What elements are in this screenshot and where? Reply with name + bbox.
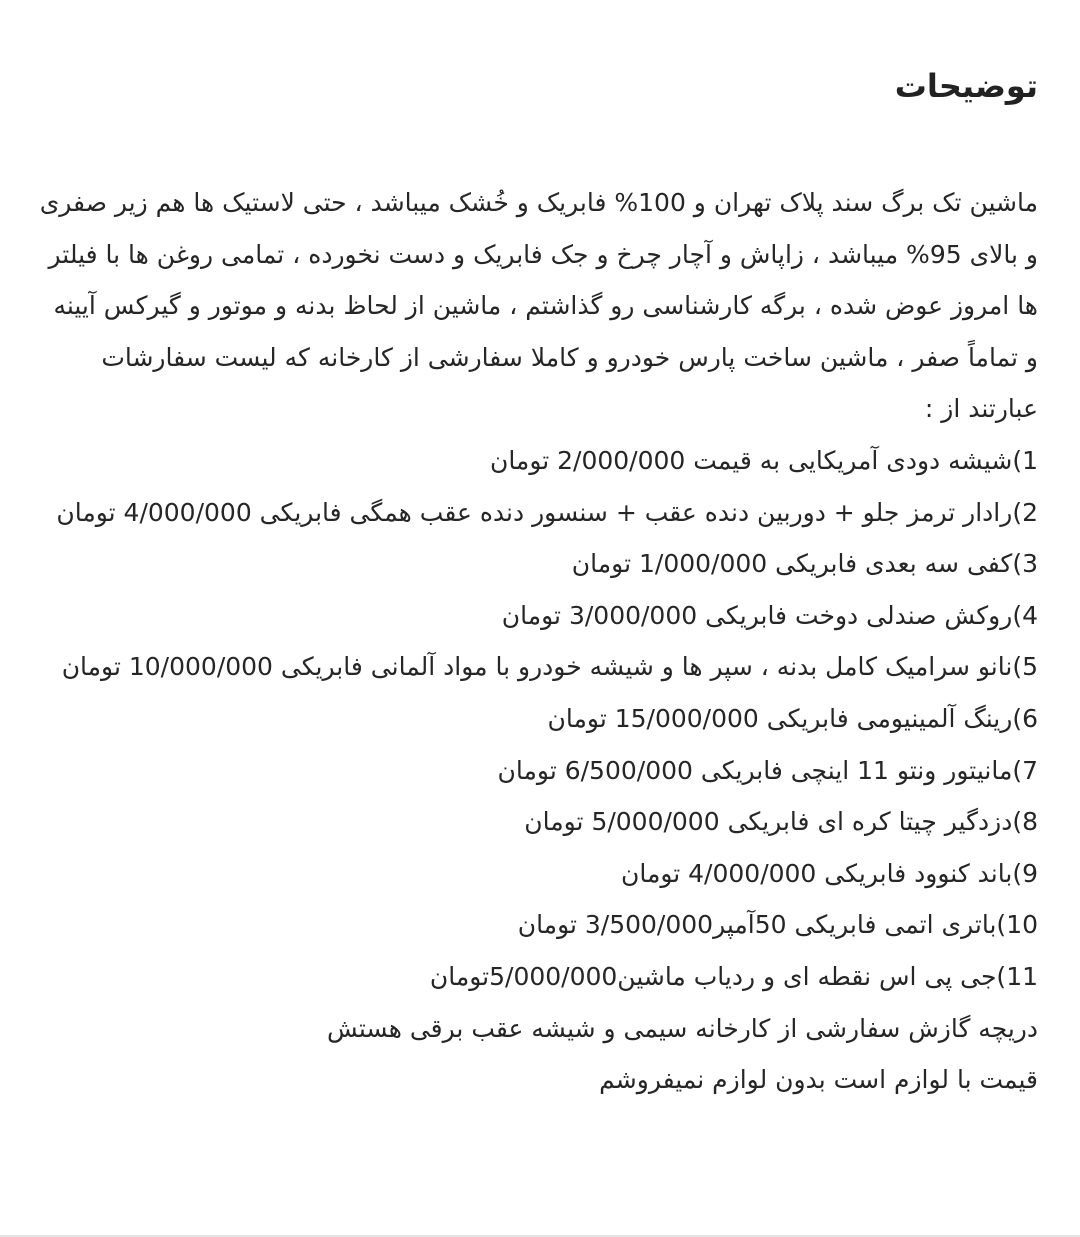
description-body <box>38 177 1038 1106</box>
description-intro: ماشین تک برگ سند پلاک تهران و 100% فابریک و خُشک میباشد ، حتی لاستیک ها هم زیر صفری و بالای 95% میباشد ، زاپاش و آچار چرخ و جک فابریک و دست نخورده ، تمامی روغن ها با فیلتر ها امروز عوض شده ، برگه کارشناسی رو گذاشتم ، ماشین از لحاظ بدنه و موتور و گیرکس آیینه و تماماً صفر ، ماشین ساخت پارس خودرو و کاملا سفارشی از کارخانه که لیست سفارشات عبارتند از : <box>39 188 1038 424</box>
order-item: 6)رینگ آلمینیومی فابریکی 15/000/000 تومان <box>547 703 1038 733</box>
order-item: 7)مانیتور ونتو 11 اینچی فابریکی 6/500/000 تومان <box>497 755 1038 785</box>
order-item: 5)نانو سرامیک کامل بدنه ، سپر ها و شیشه خودرو با مواد آلمانی فابریکی 10/000/000 تومان <box>61 652 1038 682</box>
description-heading: توضیحات <box>894 67 1038 105</box>
order-item: 9)باند کنوود فابریکی 4/000/000 تومان <box>620 858 1038 888</box>
order-item: 10)باتری اتمی فابریکی 50آمپر3/500/000 تومان <box>517 910 1038 940</box>
order-item: 2)رادار ترمز جلو + دوربین دنده عقب + سنسور دنده عقب همگی فابریکی 4/000/000 تومان <box>56 497 1038 527</box>
order-item: 8)دزدگیر چیتا کره ای فابریکی 5/000/000 تومان <box>524 807 1038 837</box>
order-item: 4)روکش صندلی دوخت فابریکی 3/000/000 تومان <box>501 600 1038 630</box>
order-item: 1)شیشه دودی آمریکایی به قیمت 2/000/000 تومان <box>489 445 1038 475</box>
order-item: 3)کفی سه بعدی فابریکی 1/000/000 تومان <box>571 549 1038 579</box>
description-note-throttle: دریچه گازش سفارشی از کارخانه سیمی و شیشه عقب برقی هستش <box>327 1013 1038 1043</box>
factory-order-list <box>38 435 1038 1003</box>
description-note-price: قیمت با لوازم است بدون لوازم نمیفروشم <box>599 1065 1038 1095</box>
order-item: 11)جی پی اس نقطه ای و ردیاب ماشین5/000/000تومان <box>429 961 1038 991</box>
